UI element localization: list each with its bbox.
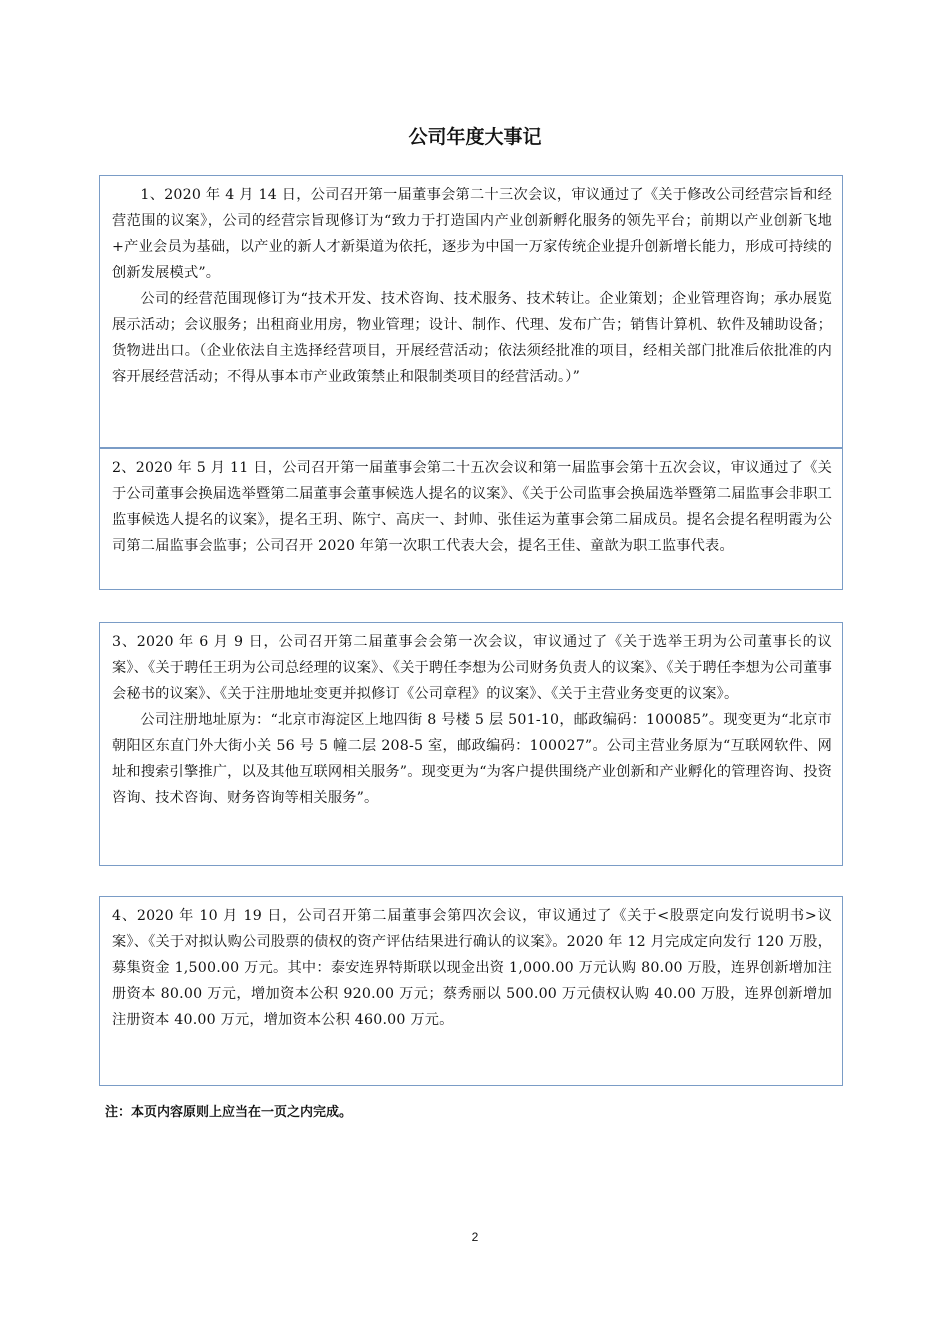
event-1-paragraph-1: 1、2020 年 4 月 14 日，公司召开第一届董事会第二十三次会议，审议通过了《关于修改公司经营宗旨和经营范围的议案》，公司的经营宗旨现修订为“致力于打造国内产业创新孵化服务的领先平台；前期以产业创新飞地+产业会员为基础，以产业的新人才新渠道为依托，逐步为中国一万家传统企业提升创新增长能力，形成可持续的创新发展模式”。 xyxy=(112,187,832,281)
event-3-paragraph-1: 3、2020 年 6 月 9 日，公司召开第二届董事会会第一次会议，审议通过了《关于选举王玥为公司董事长的议案》、《关于聘任王玥为公司总经理的议案》、《关于聘任李想为公司财务负责人的议案》、《关于聘任李想为公司董事会秘书的议案》、《关于注册地址变更并拟修订《公司章程》的议案》、《关于主营业务变更的议案》。 xyxy=(112,634,832,702)
page-number: 2 xyxy=(471,1230,479,1244)
footnote: 注：本页内容原则上应当在一页之内完成。 xyxy=(105,1105,353,1120)
event-3-paragraph-2: 公司注册地址原为：“北京市海淀区上地四街 8 号楼 5 层 501-10，邮政编码：100085”。现变更为“北京市朝阳区东直门外大街小关 56 号 5 幢二层 208-5 室，邮政编码：100027”。公司主营业务原为“互联网软件、网址和搜索引擎推广，以及其他互联网相关服务”。现变更为“为客户提供围绕产业创新和产业孵化的管理咨询、投资咨询、技术咨询、财务咨询等相关服务”。 xyxy=(112,712,832,806)
event-2-paragraph-1: 2、2020 年 5 月 11 日，公司召开第一届董事会第二十五次会议和第一届监事会第十五次会议，审议通过了《关于公司董事会换届选举暨第二届董事会董事候选人提名的议案》、《关于公司监事会换届选举暨第二届监事会非职工监事候选人提名的议案》，提名王玥、陈宁、高庆一、封帅、张佳运为董事会第二届成员。提名会提名程明霞为公司第二届监事会监事；公司召开 2020 年第一次职工代表大会，提名王佳、童歆为职工监事代表。 xyxy=(112,460,832,554)
event-box-1 xyxy=(99,175,843,448)
event-box-3 xyxy=(99,622,843,866)
page-title: 公司年度大事记 xyxy=(408,126,542,148)
event-4-paragraph-1: 4、2020 年 10 月 19 日，公司召开第二届董事会第四次会议，审议通过了《关于<股票定向发行说明书>议案》、《关于对拟认购公司股票的债权的资产评估结果进行确认的议案》。2020 年 12 月完成定向发行 120 万股，募集资金 1,500.00 万元。其中：泰安连界特斯联以现金出资 1,000.00 万元认购 80.00 万股，连界创新增加注册资本 80.00 万元，增加资本公积 920.00 万元；蔡秀丽以 500.00 万元债权认购 40.00 万股，连界创新增加注册资本 40.00 万元，增加资本公积 460.00 万元。 xyxy=(112,908,832,1028)
event-1-paragraph-2: 公司的经营范围现修订为“技术开发、技术咨询、技术服务、技术转让。企业策划；企业管理咨询；承办展览展示活动；会议服务；出租商业用房，物业管理；设计、制作、代理、发布广告；销售计算机、软件及辅助设备；货物进出口。（企业依法自主选择经营项目，开展经营活动；依法须经批准的项目，经相关部门批准后依批准的内容开展经营活动；不得从事本市产业政策禁止和限制类项目的经营活动。）” xyxy=(112,291,832,385)
event-box-2 xyxy=(99,448,843,590)
event-box-4 xyxy=(99,896,843,1086)
